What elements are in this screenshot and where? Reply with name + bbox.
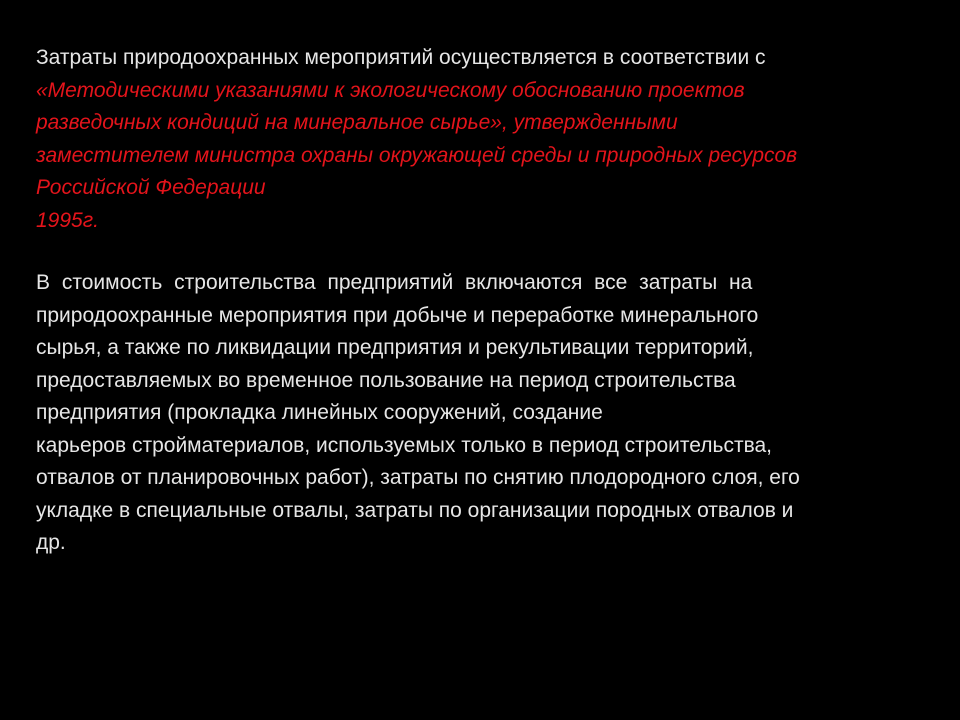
body-line: отвалов от планировочных работ), затраты по снятию плодородного слоя, его [36,466,800,489]
body-line: др. [36,531,66,554]
body-line: В стоимость строительства предприятий включаются все затраты на [36,271,753,294]
body-line: предприятия (прокладка линейных сооружений, создание [36,401,603,424]
body-line: предоставляемых во временное пользование на период строительства [36,368,736,392]
highlighted-line: разведочных кондиций на минеральное сырье», утвержденными [36,111,678,134]
body-line: сырья, а также по ликвидации предприятия и рекультивации территорий, [36,336,754,359]
highlighted-line: заместителем министра охраны окружающей среды и природных ресурсов [36,143,798,167]
body-line: укладке в специальные отвалы, затраты по организации породных отвалов и [36,498,794,522]
paragraph-normative-basis [36,42,936,237]
intro-line: Затраты природоохранных мероприятий осуществляется в соответствии с [36,46,766,69]
body-line: природоохранные мероприятия при добыче и переработке минерального [36,303,759,327]
body-line: карьеров стройматериалов, используемых только в период строительства, [36,433,773,457]
highlighted-line: «Методическими указаниями к экологическому обоснованию проектов [36,78,745,102]
highlighted-line: Российской Федерации [36,176,266,199]
highlighted-line-year: 1995г. [36,208,99,232]
paragraph-construction-costs [36,267,936,560]
